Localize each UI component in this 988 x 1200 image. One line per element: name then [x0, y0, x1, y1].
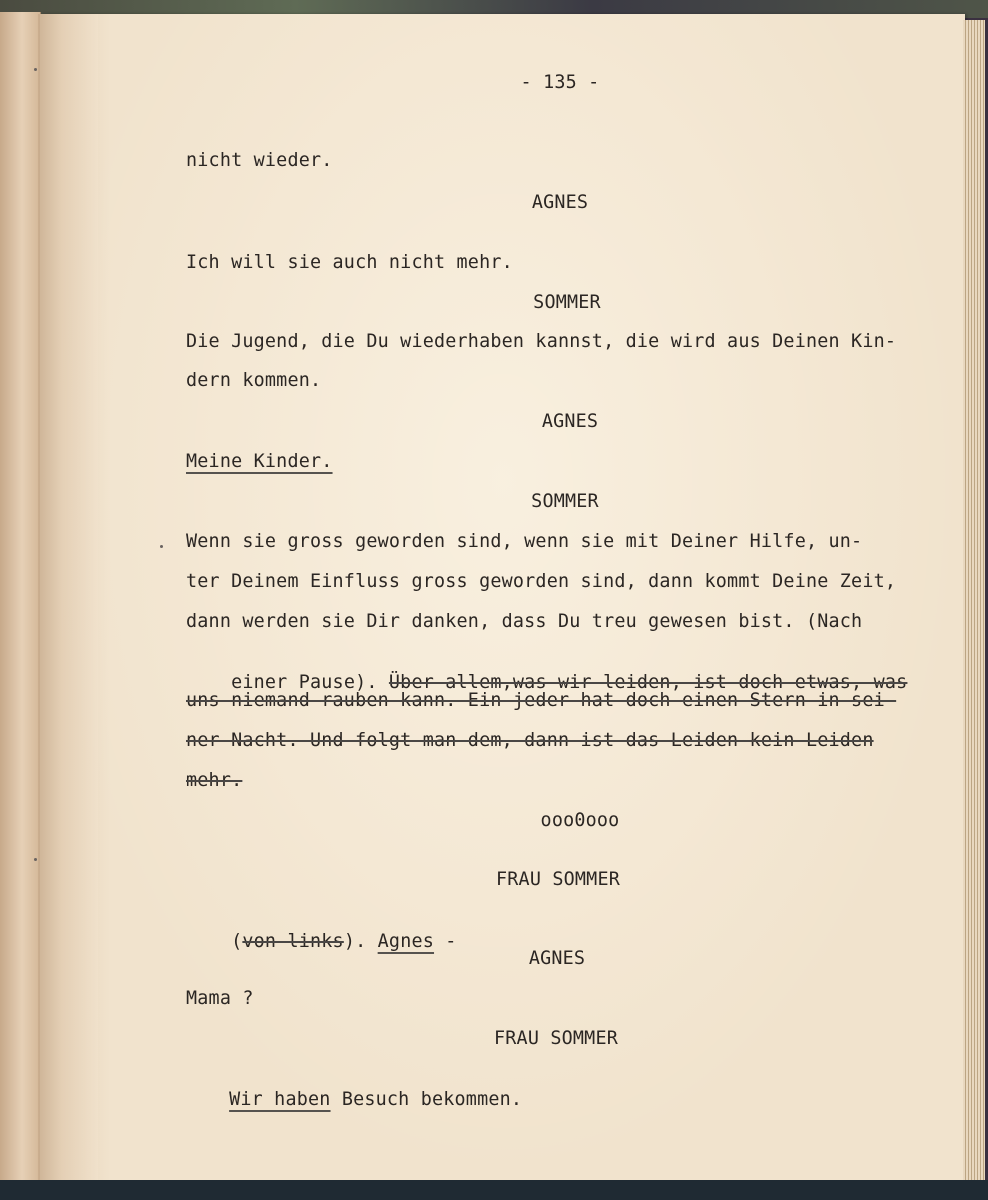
speaker-name: FRAU SOMMER	[496, 869, 620, 890]
pencil-mark	[34, 68, 37, 71]
page-number: - 135 -	[520, 72, 600, 93]
page-edge-stack	[963, 20, 985, 1180]
text-segment: einer Pause).	[231, 672, 389, 693]
struck-text-line: mehr.	[186, 770, 243, 791]
book-cover-bottom-edge	[0, 1180, 988, 1200]
text-segment: ).	[343, 931, 378, 952]
text-line: dern kommen.	[186, 370, 322, 391]
text-line: dann werden sie Dir danken, dass Du treu gewesen bist. (Nach	[186, 611, 863, 632]
text-line: Ich will sie auch nicht mehr.	[186, 252, 513, 273]
text-segment: Besuch bekommen.	[330, 1089, 523, 1110]
speaker-name: AGNES	[528, 948, 586, 969]
text-segment: -	[434, 931, 457, 952]
text-line: Mama ?	[186, 988, 254, 1009]
text-segment: (	[231, 931, 243, 952]
pencil-mark	[34, 858, 37, 861]
text-line-underlined: Meine Kinder.	[186, 451, 333, 472]
pencil-mark	[160, 545, 163, 548]
struck-text: Über allem,was wir leiden, ist doch etwas, was	[388, 672, 908, 693]
speaker-name: SOMMER	[531, 491, 599, 512]
left-page-edge	[0, 12, 41, 1182]
text-line: nicht wieder.	[186, 150, 333, 171]
struck-text: von links	[242, 931, 344, 952]
struck-text-line: uns niemand rauben kann. Ein jeder hat doch einen Stern in sei-	[186, 690, 897, 711]
text-line-mixed	[184, 1067, 522, 1133]
struck-text-line: ner Nacht. Und folgt man dem, dann ist das Leiden kein Leiden	[186, 730, 874, 751]
speaker-name: AGNES	[531, 192, 589, 213]
page-gutter-shadow	[38, 14, 98, 1180]
speaker-name: SOMMER	[533, 292, 601, 313]
underlined-text: Wir haben	[229, 1089, 331, 1110]
speaker-name: AGNES	[541, 411, 599, 432]
scene-separator: ooo0ooo	[540, 810, 620, 831]
speaker-name: FRAU SOMMER	[494, 1028, 618, 1049]
underlined-text: Agnes	[377, 931, 435, 952]
typewritten-page	[40, 14, 965, 1180]
text-line: ter Deinem Einfluss gross geworden sind, dann kommt Deine Zeit,	[186, 571, 897, 592]
text-line: Wenn sie gross geworden sind, wenn sie mit Deiner Hilfe, un-	[186, 531, 863, 552]
text-line: Die Jugend, die Du wiederhaben kannst, die wird aus Deinen Kin-	[186, 331, 897, 352]
